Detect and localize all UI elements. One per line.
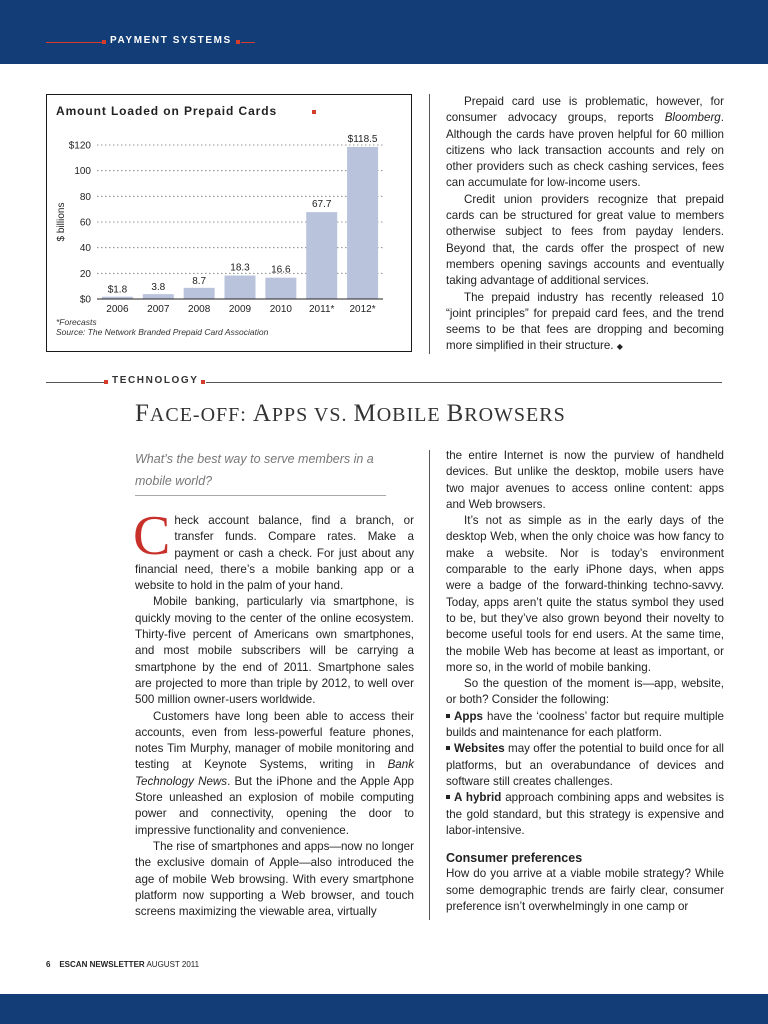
bullet-icon — [446, 714, 450, 718]
bar-2010 — [265, 278, 296, 299]
prepaid-paragraph-3: The prepaid industry has recently released 10 “joint principles” for prepaid card fees, and the trend seems to be that fees are dropping and becoming more simplified in their structure. ◆ — [446, 290, 724, 353]
x-tick-label: 2007 — [147, 304, 170, 315]
x-tick-label: 2006 — [106, 304, 129, 315]
bullet-hybrid: A hybrid approach combining apps and websites is the gold standard, but this strategy is expensive and labor-intensive. — [446, 791, 724, 837]
article-headline: FACE-OFF: APPS VS. MOBILE BROWSERS — [135, 400, 566, 427]
issue-date: AUGUST 2011 — [146, 960, 200, 969]
subhead-consumer-preferences: Consumer preferences — [446, 851, 583, 866]
header-dot-left — [102, 40, 106, 44]
article-paragraph-8: How do you arrive at a viable mobile strategy? While some demographic trends are fairly clear, consumer preference isn’t overwhelmingly in one camp or — [446, 867, 724, 914]
bar-2011* — [306, 212, 337, 299]
data-label: 8.7 — [192, 275, 207, 287]
article-paragraph-1: Check account balance, find a branch, or transfer funds. Compare rates. Make a payment or cash a check. For just about any financial need, there’s a mobile banking app or a website to hold in the palm of your hand. — [133, 505, 414, 593]
article-paragraph-3: Customers have long been able to access their accounts, even from less-powerful feature phones, notes Tim Murphy, manager of mobile monitoring and testing at Keynote Systems, writing in Bank Technology News. But the iPhone and the Apple App Store unleashed an explosion of mobile computing power and connectivity, opening the door to impressive functionality and convenience. — [135, 709, 414, 837]
bullet-websites: Websites may offer the potential to build once for all platforms, but an overabundance of devices and software still creates challenges. — [446, 742, 724, 788]
bottom-banner — [0, 994, 768, 1024]
bar-2009 — [225, 276, 256, 299]
drop-cap: C — [133, 505, 171, 567]
y-tick-label: 100 — [74, 166, 91, 178]
y-tick-label: 80 — [79, 191, 91, 203]
chart-footnote: *Forecasts — [56, 317, 97, 327]
article-paragraph-7: So the question of the moment is—app, website, or both? Consider the following: — [446, 677, 724, 707]
deck-rule — [135, 495, 386, 496]
bar-2007 — [143, 294, 174, 299]
section-label-technology: TECHNOLOGY — [112, 375, 199, 386]
article-deck: What’s the best way to serve members in a mobile world? — [135, 452, 374, 488]
y-tick-label: $0 — [79, 294, 91, 306]
data-label: 3.8 — [151, 282, 166, 294]
end-mark-icon: ◆ — [616, 342, 623, 352]
prepaid-paragraph-1: Prepaid card use is problematic, however, for consumer advocacy groups, reports Bloomberg. Although the cards have proven helpful for 60 million citizens who lack transaction accounts and rely on other providers such as check cashing services, fees can accumulate for low-income users. — [446, 95, 724, 190]
chart-title: Amount Loaded on Prepaid Cards — [56, 104, 278, 118]
bar-2008 — [184, 288, 215, 299]
article-left-column — [133, 505, 414, 920]
data-label: 18.3 — [230, 262, 250, 274]
article-paragraph-5: the entire Internet is now the purview of handheld devices. But unlike the desktop, mobile users have two major avenues to access online content: apps and Web browsers. — [446, 449, 724, 511]
chart-source: Source: The Network Branded Prepaid Card Association — [56, 327, 269, 337]
article-paragraph-2: Mobile banking, particularly via smartphone, is quickly moving to the center of the online ecosystem. Thirty-five percent of Americans own smartphones, and most mobile subscribers will be carrying a smartphone by the end of 2011. Smartphone sales are projected to more than triple by 2012, to well over 500 million owner-users worldwide. — [135, 595, 414, 707]
x-tick-label: 2011* — [309, 304, 335, 315]
y-tick-label: 40 — [79, 243, 91, 255]
prepaid-chart-box — [46, 94, 412, 352]
data-label: 67.7 — [311, 199, 332, 211]
bar-2012* — [347, 147, 378, 299]
section-dot-left — [104, 380, 108, 384]
page-number: 6 — [46, 960, 51, 969]
section-dot-right — [201, 380, 205, 384]
header-rule-left — [46, 42, 102, 43]
x-tick-label: 2009 — [228, 304, 252, 315]
x-tick-label: 2010 — [269, 304, 292, 315]
chart-title-dot — [312, 110, 316, 114]
prepaid-paragraph-2: Credit union providers recognize that prepaid cards can be structured for great value to members otherwise subject to fees from payday lenders. Beyond that, the cards offer the prospect of new members opening savings accounts and eventually taking advantage of additional services. — [446, 192, 724, 288]
header-rule-right — [241, 42, 255, 43]
publication-name: ESCAN NEWSLETTER — [59, 960, 145, 969]
y-axis-label: $ billions — [56, 202, 67, 242]
prepaid-text-column — [446, 94, 724, 356]
x-tick-label: 2012* — [349, 304, 376, 315]
y-tick-label: 20 — [79, 268, 91, 280]
column-divider-bottom — [429, 450, 430, 920]
article-paragraph-4: The rise of smartphones and apps—now no longer the exclusive domain of Apple—also introduced the age of mobile Web browsing. With every smartphone platform now supporting a Web browser, and touch screens maximizing the viewable area, virtually — [135, 839, 414, 919]
header-dot-right — [236, 40, 240, 44]
y-tick-label: 60 — [79, 217, 91, 229]
prepaid-bar-chart — [47, 95, 413, 353]
page-footer — [46, 960, 199, 969]
article-right-column — [446, 448, 724, 915]
data-label: $118.5 — [347, 133, 378, 145]
bullet-icon — [446, 746, 450, 750]
bullet-icon — [446, 795, 450, 799]
bullet-apps: Apps have the ‘coolness’ factor but require multiple builds and maintenance for each platform. — [446, 709, 724, 740]
x-tick-label: 2008 — [188, 304, 211, 315]
column-divider-top — [429, 94, 430, 354]
top-banner — [0, 0, 768, 64]
section-label-payment-systems: PAYMENT SYSTEMS — [110, 35, 232, 46]
data-label: 16.6 — [271, 264, 291, 276]
article-paragraph-6: It’s not as simple as in the early days of the desktop Web, when the only choice was how fancy to make a website. Nor is today’s environment comparable to the early iPhone days, when apps were a badge of the forward-thinking techno-savvy. Today, apps aren’t quite the status symbol they used to be, but they’ve also grown beyond their novelty to become useful tools for end users. At the same time, the mobile Web has become at least as important, or more so, in the world of mobile banking. — [446, 514, 724, 674]
data-label: $1.8 — [107, 284, 128, 296]
y-tick-label: $120 — [68, 140, 91, 152]
